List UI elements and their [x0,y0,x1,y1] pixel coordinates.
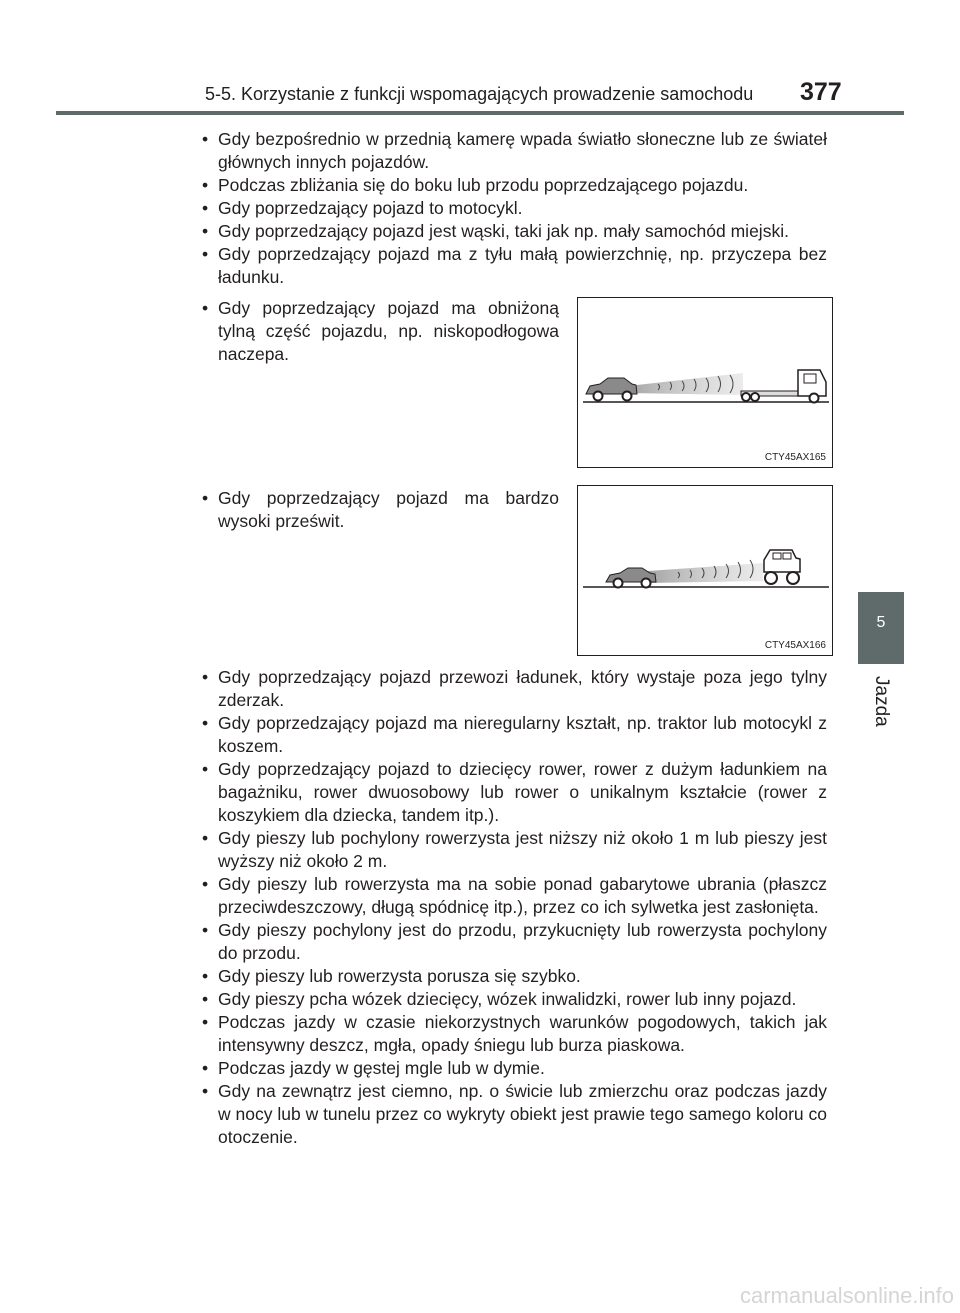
bullet-list-figure-2 [202,487,559,533]
list-item: • Gdy poprzedzający pojazd ma nieregularny kształt, np. traktor lub motocykl z koszem. [202,712,827,758]
list-item: • Gdy pieszy pcha wózek dziecięcy, wózek inwalidzki, rower lub inny pojazd. [202,988,827,1011]
chapter-label: Jazda [871,676,892,727]
low-trailer-illustration [578,298,832,467]
bullet-list-top [202,128,827,289]
figure-code: CTY45AX165 [764,452,826,463]
chapter-number: 5 [876,614,886,631]
list-item: • Gdy poprzedzający pojazd ma obniżoną tylną część pojazdu, np. niskopodłogowa naczepa. [202,297,559,366]
list-item: • Gdy bezpośrednio w przednią kamerę wpada światło słoneczne lub ze świateł głównych innych pojazdów. [202,128,827,174]
figure-high-clearance [577,485,833,656]
figure-low-trailer [577,297,833,468]
list-item: • Podczas jazdy w gęstej mgle lub w dymie. [202,1057,827,1080]
page-number: 377 [800,78,842,106]
list-item: • Gdy poprzedzający pojazd to motocykl. [202,197,827,220]
list-item: • Gdy na zewnątrz jest ciemno, np. o świcie lub zmierzchu oraz podczas jazdy w nocy lub w tunelu przez co wykryty obiekt jest prawie tego samego koloru co otoczenie. [202,1080,827,1149]
list-item: • Podczas zbliżania się do boku lub przodu poprzedzającego pojazdu. [202,174,827,197]
header-divider [56,111,904,115]
list-item: • Gdy pieszy lub rowerzysta ma na sobie ponad gabarytowe ubrania (płaszcz przeciwdeszczowy, długą spódnicę itp.), przez co ich sylwetka jest zasłonięta. [202,873,827,919]
list-item: • Gdy poprzedzający pojazd ma z tyłu małą powierzchnię, np. przyczepa bez ładunku. [202,243,827,289]
page-header-title: 5-5. Korzystanie z funkcji wspomagających prowadzenie samochodu [205,84,754,104]
list-item: • Podczas jazdy w czasie niekorzystnych warunków pogodowych, takich jak intensywny deszcz, mgła, opady śniegu lub burza piaskowa. [202,1011,827,1057]
list-item: • Gdy pieszy lub rowerzysta porusza się szybko. [202,965,827,988]
watermark: carmanualsonline.info [739,1283,954,1308]
list-item: • Gdy pieszy lub pochylony rowerzysta jest niższy niż około 1 m lub pieszy jest wyższy niż około 2 m. [202,827,827,873]
high-clearance-illustration [578,486,832,655]
list-item: • Gdy pieszy pochylony jest do przodu, przykucnięty lub rowerzysta pochylony do przodu. [202,919,827,965]
bullet-list-bottom [202,666,827,1149]
figure-code: CTY45AX166 [764,640,826,651]
chapter-tab [858,592,904,664]
list-item: • Gdy poprzedzający pojazd ma bardzo wysoki prześwit. [202,487,559,533]
list-item: • Gdy poprzedzający pojazd jest wąski, taki jak np. mały samochód miejski. [202,220,827,243]
list-item: • Gdy poprzedzający pojazd przewozi ładunek, który wystaje poza jego tylny zderzak. [202,666,827,712]
list-item: • Gdy poprzedzający pojazd to dziecięcy rower, rower z dużym ładunkiem na bagażniku, rower dwuosobowy lub rower o unikalnym kształcie (rower z koszykiem dla dziecka, tandem itp.). [202,758,827,827]
bullet-list-figure-1 [202,297,559,366]
